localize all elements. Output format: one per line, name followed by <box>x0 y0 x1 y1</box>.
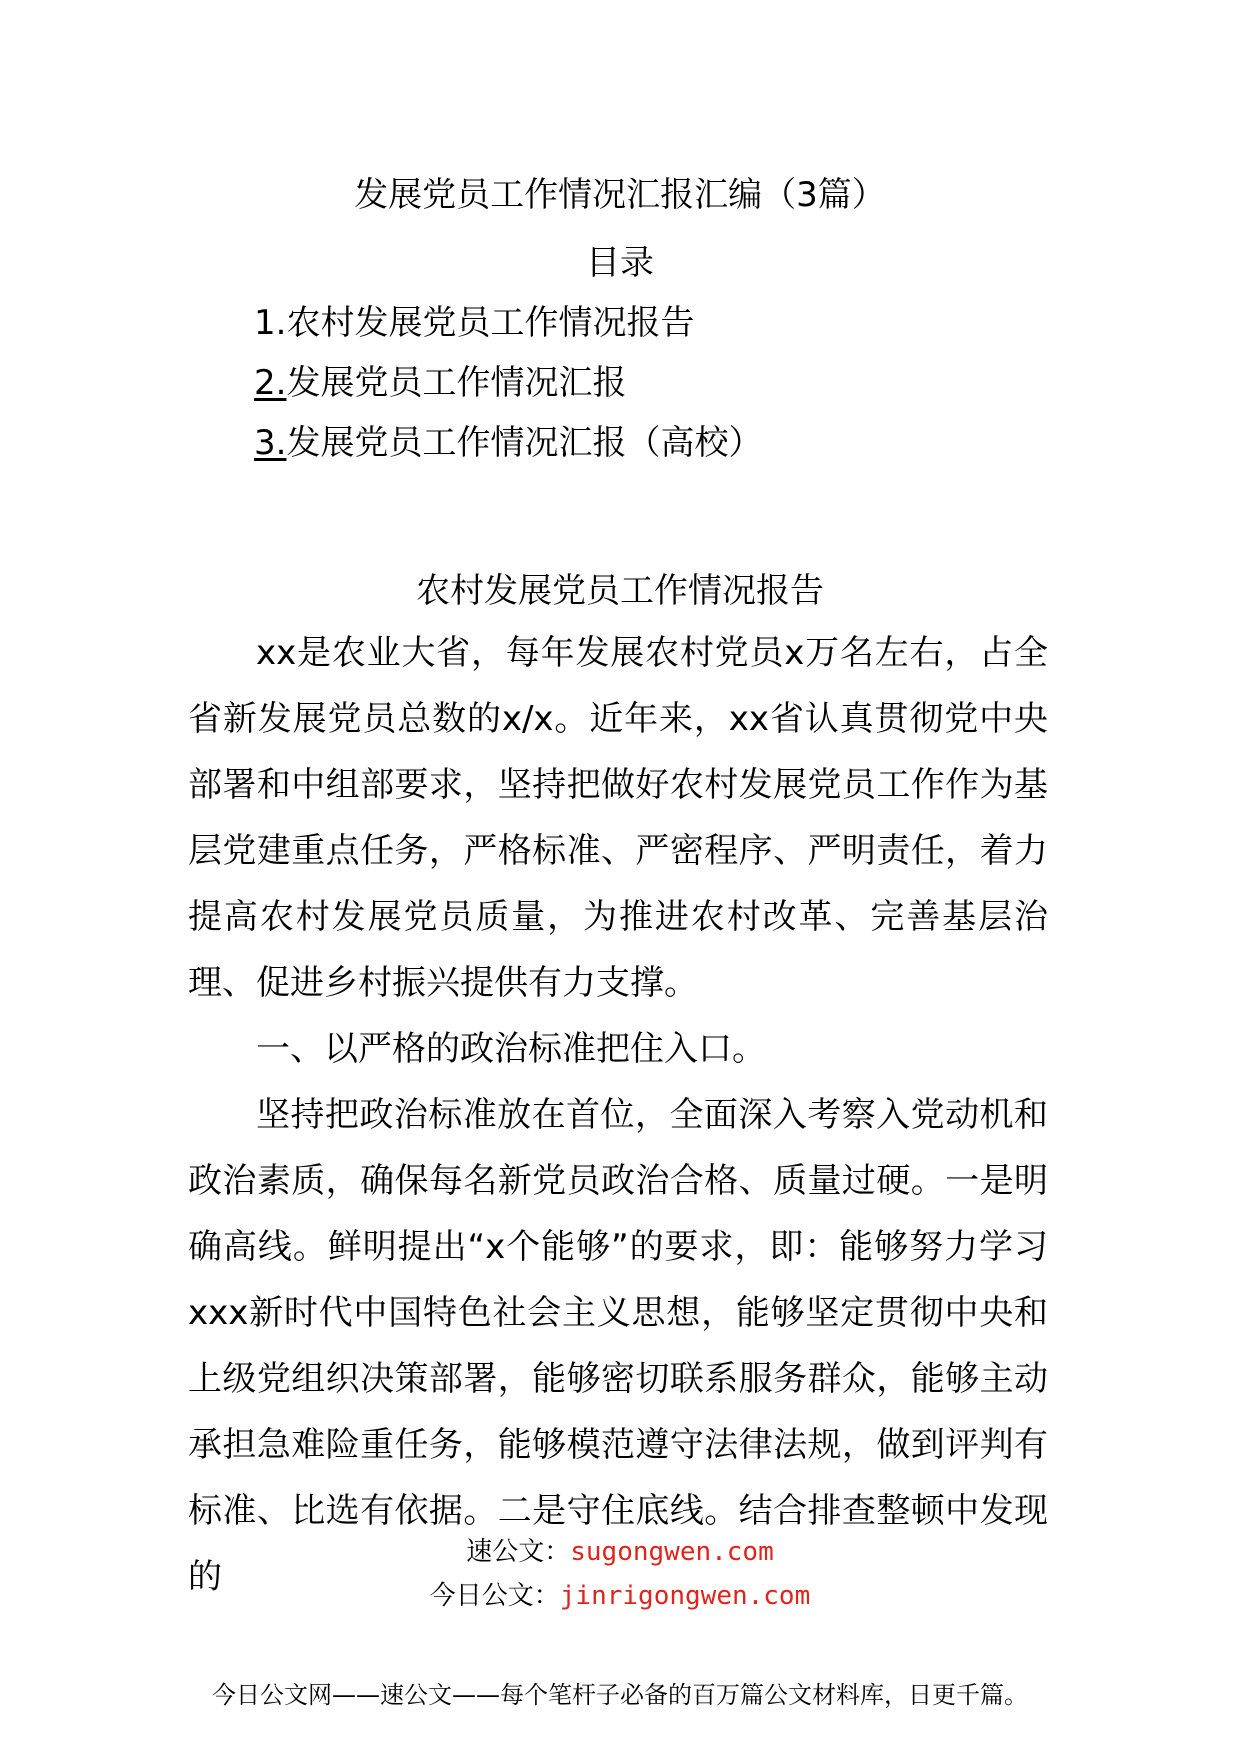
toc-item-number: 1. <box>254 303 287 343</box>
body-paragraph-section-1: 坚持把政治标准放在首位，全面深入考察入党动机和政治素质，确保每名新党员政治合格、质量过硬。一是明确高线。鲜明提出“x个能够”的要求，即：能够努力学习xxx新时代中国特色社会主义思想，能够坚定贯彻中央和上级党组织决策部署，能够密切联系服务群众，能够主动承担急难险重任务，能够模范遵守法律法规，做到评判有标准、比选有依据。二是守住底线。结合排查整顿中发现的 <box>188 1095 1048 1597</box>
footer-slogan: 今日公文网——速公文——每个笔杆子必备的百万篇公文材料库，日更千篇。 <box>212 1681 1028 1709</box>
article-title: 农村发展党员工作情况报告 <box>416 571 824 611</box>
footer-link-jinrigongwen[interactable]: jinrigongwen.com <box>559 1581 811 1611</box>
footer-line-jinrigongwen <box>0 1580 1240 1612</box>
body-paragraph-intro: xx是农业大省，每年发展农村党员x万名左右，占全省新发展党员总数的x/x。近年来，xx省认真贯彻党中央部署和中组部要求，坚持把做好农村发展党员工作作为基层党建重点任务，严格标准、严密程序、严明责任，着力提高农村发展党员质量，为推进农村改革、完善基层治理、促进乡村振兴提供有力支撑。 <box>188 633 1048 1003</box>
section-heading-1: 一、以严格的政治标准把住入口。 <box>256 1029 766 1069</box>
toc-item-label: 发展党员工作情况汇报 <box>286 363 627 403</box>
toc-item-number: 2. <box>254 363 287 403</box>
toc-item-1[interactable] <box>254 300 694 346</box>
toc-item-label: 发展党员工作情况汇报（高校） <box>286 423 763 463</box>
footer-line-sugongwen <box>0 1536 1240 1568</box>
toc-item-number: 3. <box>254 423 287 463</box>
toc-item-3[interactable] <box>254 420 762 466</box>
toc-heading: 目录 <box>586 243 654 283</box>
footer-label: 今日公文： <box>429 1581 560 1611</box>
toc-item-label: 农村发展党员工作情况报告 <box>286 303 695 343</box>
toc-item-2[interactable] <box>254 360 626 406</box>
document-title: 发展党员工作情况汇报汇编（3篇） <box>354 175 886 215</box>
footer-link-sugongwen[interactable]: sugongwen.com <box>570 1537 774 1567</box>
footer-label: 速公文： <box>466 1537 571 1567</box>
